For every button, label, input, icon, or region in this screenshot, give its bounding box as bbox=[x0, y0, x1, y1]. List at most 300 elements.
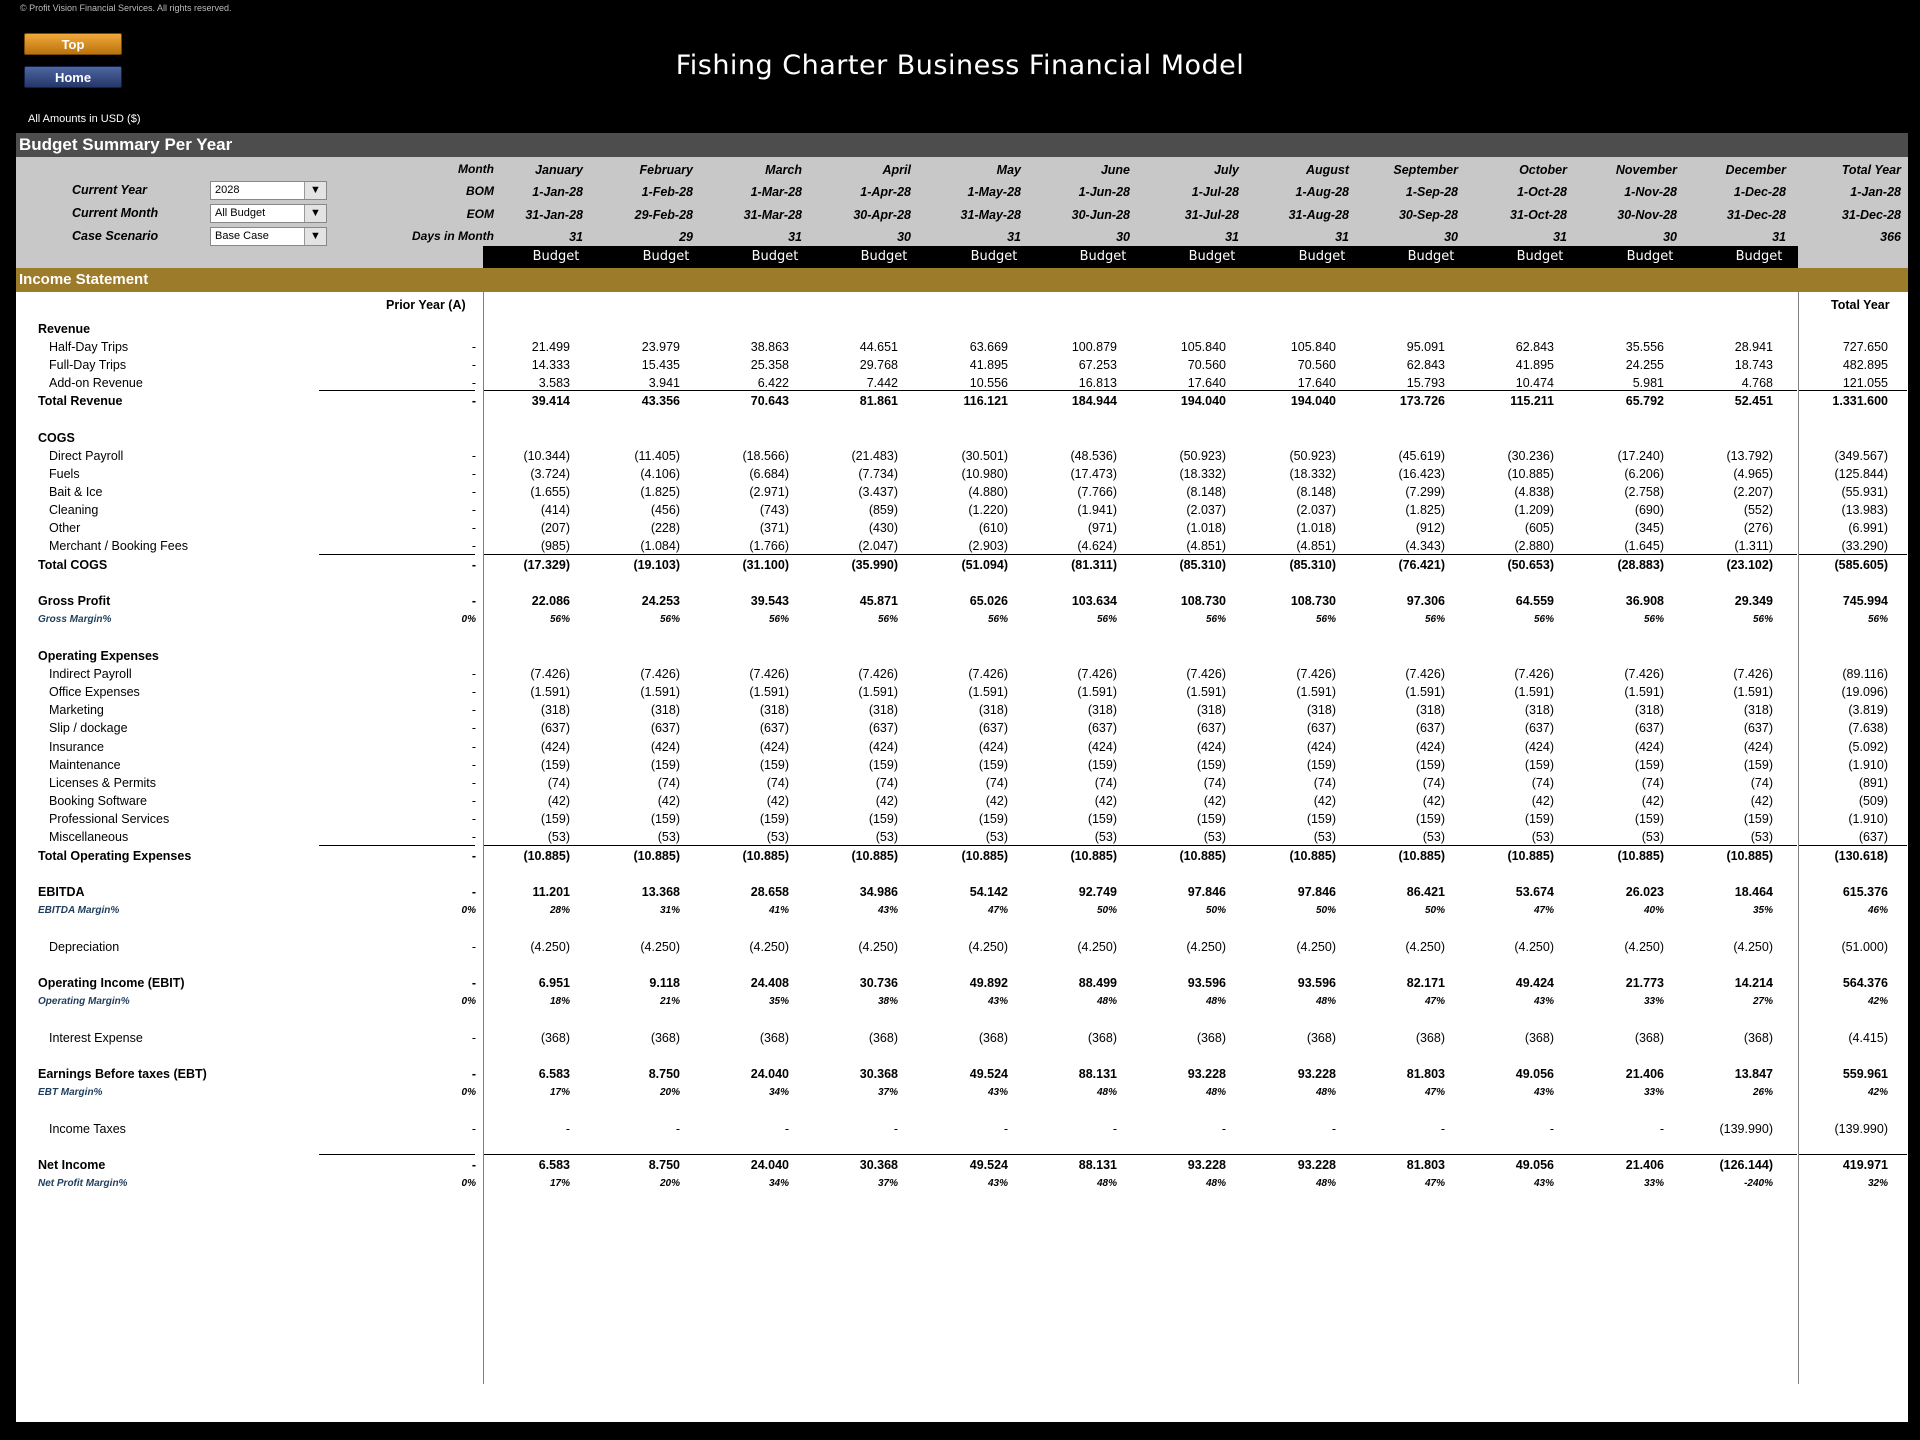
month-value-cell: (345) bbox=[1634, 521, 1664, 535]
month-value-cell: 48% bbox=[1205, 1178, 1226, 1189]
month-value-cell: 30.368 bbox=[859, 1158, 898, 1172]
bom-date: 1-May-28 bbox=[967, 185, 1021, 199]
month-value-cell: 34.986 bbox=[859, 885, 898, 899]
bom-date: 1-Jan-28 bbox=[532, 185, 583, 199]
row-label: Total Revenue bbox=[38, 394, 123, 408]
month-value-cell: (7.426) bbox=[968, 667, 1008, 681]
month-name: December bbox=[1725, 163, 1786, 177]
prior-year-cell: - bbox=[471, 849, 476, 863]
income-statement-sheet bbox=[16, 292, 1908, 1422]
bom-date: 1-Jan-28 bbox=[1850, 185, 1901, 199]
month-value-cell: (74) bbox=[1094, 776, 1117, 790]
month-value-cell: 56% bbox=[987, 614, 1008, 625]
month-value-cell: (4.965) bbox=[1733, 467, 1773, 481]
month-value-cell: (424) bbox=[759, 740, 789, 754]
month-value-cell: (368) bbox=[1743, 1031, 1773, 1045]
budget-column-label: Budget bbox=[1516, 249, 1564, 264]
month-value-cell: 194.040 bbox=[1180, 394, 1226, 408]
month-value-cell: (53) bbox=[875, 830, 898, 844]
month-value-cell: (637) bbox=[759, 721, 789, 735]
row-label: Maintenance bbox=[49, 758, 121, 772]
month-value-cell: 15.435 bbox=[641, 358, 680, 372]
total-rule bbox=[1799, 845, 1907, 846]
month-value-cell: (2.880) bbox=[1514, 539, 1554, 553]
month-value-cell: (51.094) bbox=[961, 558, 1008, 572]
month-value-cell: (985) bbox=[540, 539, 570, 553]
month-value-cell: 105.840 bbox=[1180, 340, 1226, 354]
bom-date: 1-Nov-28 bbox=[1624, 185, 1677, 199]
month-value-cell: (912) bbox=[1415, 521, 1445, 535]
month-value-cell: (74) bbox=[1203, 776, 1226, 790]
total-rule bbox=[319, 554, 475, 555]
month-value-cell: (424) bbox=[650, 740, 680, 754]
month-value-cell: 48% bbox=[1315, 1087, 1336, 1098]
days-count: 31 bbox=[1007, 230, 1021, 244]
row-label: Other bbox=[49, 521, 81, 535]
month-value-cell: (45.619) bbox=[1398, 449, 1445, 463]
month-row-label: Month bbox=[458, 162, 494, 176]
month-value-cell: 6.583 bbox=[538, 1067, 570, 1081]
month-value-cell: (7.734) bbox=[858, 467, 898, 481]
home-button[interactable]: Home bbox=[24, 66, 122, 88]
month-value-cell: 97.846 bbox=[1297, 885, 1336, 899]
chevron-down-icon[interactable]: ▼ bbox=[304, 182, 326, 199]
eom-date: 29-Feb-28 bbox=[634, 208, 693, 222]
row-label: Income Taxes bbox=[49, 1122, 126, 1136]
days-count: 30 bbox=[1116, 230, 1130, 244]
month-value-cell: (1.645) bbox=[1624, 539, 1664, 553]
month-value-cell: 39.543 bbox=[750, 594, 789, 608]
budget-column-label: Budget bbox=[751, 249, 799, 264]
month-value-cell: (1.591) bbox=[749, 685, 789, 699]
current-year-select[interactable] bbox=[210, 181, 327, 200]
row-label: COGS bbox=[38, 431, 75, 445]
month-value-cell: (318) bbox=[759, 703, 789, 717]
month-value-cell: (11.405) bbox=[634, 449, 680, 463]
bom-date: 1-Jun-28 bbox=[1078, 185, 1130, 199]
month-value-cell: 43% bbox=[1533, 1087, 1554, 1098]
total-year-cell: 42% bbox=[1867, 1087, 1888, 1098]
month-value-cell: (48.536) bbox=[1070, 449, 1117, 463]
month-value-cell: 43% bbox=[987, 996, 1008, 1007]
prior-year-cell: - bbox=[471, 703, 476, 717]
month-value-cell: 56% bbox=[1752, 614, 1773, 625]
row-label: Fuels bbox=[49, 467, 80, 481]
month-value-cell: (456) bbox=[650, 503, 680, 517]
total-year-header: Total Year bbox=[1831, 298, 1890, 312]
month-value-cell: 93.228 bbox=[1187, 1158, 1226, 1172]
month-value-cell: (637) bbox=[1743, 721, 1773, 735]
month-value-cell: 25.358 bbox=[750, 358, 789, 372]
month-value-cell: 70.560 bbox=[1297, 358, 1336, 372]
month-value-cell: (50.923) bbox=[1289, 449, 1336, 463]
month-name: August bbox=[1305, 163, 1349, 177]
month-value-cell: 3.941 bbox=[648, 376, 680, 390]
month-value-cell: - bbox=[675, 1122, 680, 1136]
prior-year-cell: - bbox=[471, 340, 476, 354]
total-year-cell: 46% bbox=[1867, 905, 1888, 916]
month-value-cell: (10.885) bbox=[1617, 849, 1664, 863]
prior-year-cell: - bbox=[471, 758, 476, 772]
current-month-value: All Budget bbox=[215, 207, 266, 219]
month-value-cell: (159) bbox=[1196, 758, 1226, 772]
month-value-cell: (4.106) bbox=[640, 467, 680, 481]
month-value-cell: (368) bbox=[540, 1031, 570, 1045]
month-value-cell: 21.406 bbox=[1625, 1158, 1664, 1172]
days-count: 366 bbox=[1880, 230, 1901, 244]
month-value-cell: (610) bbox=[978, 521, 1008, 535]
month-value-cell: 81.803 bbox=[1406, 1158, 1445, 1172]
total-year-cell: 564.376 bbox=[1842, 976, 1888, 990]
month-value-cell: (7.426) bbox=[1405, 667, 1445, 681]
month-value-cell: (7.426) bbox=[858, 667, 898, 681]
month-value-cell: 47% bbox=[1424, 1087, 1445, 1098]
month-value-cell: (637) bbox=[978, 721, 1008, 735]
month-value-cell: 13.847 bbox=[1734, 1067, 1773, 1081]
total-year-cell: (585.605) bbox=[1834, 558, 1888, 572]
month-value-cell: (368) bbox=[759, 1031, 789, 1045]
month-value-cell: 93.228 bbox=[1297, 1067, 1336, 1081]
bom-row-label: BOM bbox=[466, 184, 494, 198]
month-value-cell: (10.885) bbox=[1726, 849, 1773, 863]
eom-date: 31-Oct-28 bbox=[1510, 208, 1567, 222]
month-value-cell: 30.368 bbox=[859, 1067, 898, 1081]
month-value-cell: (74) bbox=[1641, 776, 1664, 790]
eom-date: 31-Aug-28 bbox=[1288, 208, 1349, 222]
month-name: June bbox=[1100, 163, 1130, 177]
days-count: 30 bbox=[1444, 230, 1458, 244]
month-value-cell: (318) bbox=[1524, 703, 1554, 717]
month-value-cell: 88.499 bbox=[1078, 976, 1117, 990]
month-value-cell: 95.091 bbox=[1406, 340, 1445, 354]
month-value-cell: 194.040 bbox=[1290, 394, 1336, 408]
month-value-cell: 28.941 bbox=[1734, 340, 1773, 354]
month-value-cell: (7.426) bbox=[1514, 667, 1554, 681]
month-value-cell: (1.084) bbox=[640, 539, 680, 553]
total-year-cell: 482.895 bbox=[1842, 358, 1888, 372]
month-value-cell: 43% bbox=[987, 1087, 1008, 1098]
month-value-cell: (4.250) bbox=[530, 940, 570, 954]
month-value-cell: (368) bbox=[1415, 1031, 1445, 1045]
row-label: Interest Expense bbox=[49, 1031, 143, 1045]
month-value-cell: (318) bbox=[1415, 703, 1445, 717]
bom-date: 1-Sep-28 bbox=[1405, 185, 1458, 199]
month-value-cell: (85.310) bbox=[1289, 558, 1336, 572]
row-label: Marketing bbox=[49, 703, 104, 717]
prior-year-cell: - bbox=[471, 830, 476, 844]
month-value-cell: 21.406 bbox=[1625, 1067, 1664, 1081]
month-value-cell: (318) bbox=[1196, 703, 1226, 717]
month-value-cell: (424) bbox=[540, 740, 570, 754]
month-name: May bbox=[996, 163, 1021, 177]
month-value-cell: 21.499 bbox=[531, 340, 570, 354]
month-value-cell: - bbox=[1221, 1122, 1226, 1136]
month-value-cell: (2.207) bbox=[1733, 485, 1773, 499]
month-value-cell: (368) bbox=[1196, 1031, 1226, 1045]
prior-year-cell: 0% bbox=[461, 996, 476, 1007]
month-value-cell: (8.148) bbox=[1296, 485, 1336, 499]
month-value-cell: 43% bbox=[1533, 996, 1554, 1007]
prior-year-cell: - bbox=[471, 558, 476, 572]
month-value-cell: (7.426) bbox=[530, 667, 570, 681]
month-value-cell: 64.559 bbox=[1515, 594, 1554, 608]
month-value-cell: 48% bbox=[1096, 1178, 1117, 1189]
total-year-cell: 727.650 bbox=[1842, 340, 1888, 354]
budget-column-label: Budget bbox=[1298, 249, 1346, 264]
page-title: Fishing Charter Business Financial Model bbox=[675, 50, 1245, 81]
eom-date: 31-Dec-28 bbox=[1726, 208, 1786, 222]
month-value-cell: (3.724) bbox=[530, 467, 570, 481]
month-value-cell: 24.040 bbox=[750, 1158, 789, 1172]
month-value-cell: 16.813 bbox=[1078, 376, 1117, 390]
month-value-cell: (42) bbox=[1094, 794, 1117, 808]
month-value-cell: (371) bbox=[759, 521, 789, 535]
month-value-cell: (1.825) bbox=[640, 485, 680, 499]
month-value-cell: (4.250) bbox=[968, 940, 1008, 954]
total-year-cell: 559.961 bbox=[1842, 1067, 1888, 1081]
month-value-cell: (74) bbox=[1750, 776, 1773, 790]
total-year-cell: 615.376 bbox=[1842, 885, 1888, 899]
row-label: Cleaning bbox=[49, 503, 99, 517]
days-count: 31 bbox=[1225, 230, 1239, 244]
month-value-cell: 50% bbox=[1315, 905, 1336, 916]
total-year-cell: (51.000) bbox=[1841, 940, 1888, 954]
month-value-cell: (30.501) bbox=[961, 449, 1008, 463]
month-value-cell: (637) bbox=[540, 721, 570, 735]
month-value-cell: - bbox=[893, 1122, 898, 1136]
month-value-cell: (159) bbox=[1415, 812, 1445, 826]
month-value-cell: (2.047) bbox=[858, 539, 898, 553]
month-name: January bbox=[535, 163, 583, 177]
eom-date: 31-Jul-28 bbox=[1184, 208, 1239, 222]
chevron-down-icon[interactable]: ▼ bbox=[304, 205, 326, 222]
month-value-cell: 38.863 bbox=[750, 340, 789, 354]
month-value-cell: (4.250) bbox=[749, 940, 789, 954]
month-value-cell: (159) bbox=[1415, 758, 1445, 772]
total-rule bbox=[319, 1154, 475, 1155]
month-value-cell: (859) bbox=[868, 503, 898, 517]
month-value-cell: 3.583 bbox=[538, 376, 570, 390]
month-value-cell: 15.793 bbox=[1406, 376, 1445, 390]
total-year-cell: 56% bbox=[1867, 614, 1888, 625]
row-label: Half-Day Trips bbox=[49, 340, 129, 354]
prior-year-cell: - bbox=[471, 485, 476, 499]
month-value-cell: (4.880) bbox=[968, 485, 1008, 499]
month-value-cell: 116.121 bbox=[963, 394, 1008, 408]
month-value-cell: (159) bbox=[759, 812, 789, 826]
month-value-cell: (159) bbox=[1524, 812, 1554, 826]
row-label: EBT Margin% bbox=[38, 1087, 103, 1098]
month-value-cell: 24.040 bbox=[750, 1067, 789, 1081]
month-value-cell: (1.591) bbox=[968, 685, 1008, 699]
month-value-cell: (743) bbox=[759, 503, 789, 517]
month-value-cell: (159) bbox=[1743, 758, 1773, 772]
month-value-cell: (637) bbox=[1524, 721, 1554, 735]
budget-column-label: Budget bbox=[642, 249, 690, 264]
month-value-cell: (53) bbox=[1094, 830, 1117, 844]
month-value-cell: (424) bbox=[1524, 740, 1554, 754]
month-value-cell: (42) bbox=[1422, 794, 1445, 808]
month-value-cell: (1.591) bbox=[1624, 685, 1664, 699]
month-value-cell: (21.483) bbox=[851, 449, 898, 463]
total-year-cell: (7.638) bbox=[1848, 721, 1888, 735]
month-value-cell: (35.990) bbox=[851, 558, 898, 572]
month-value-cell: (4.343) bbox=[1405, 539, 1445, 553]
prior-year-cell: - bbox=[471, 794, 476, 808]
month-value-cell: 21% bbox=[659, 996, 680, 1007]
top-button[interactable]: Top bbox=[24, 33, 122, 55]
total-rule bbox=[484, 390, 1797, 391]
month-value-cell: (1.766) bbox=[749, 539, 789, 553]
month-value-cell: (1.209) bbox=[1514, 503, 1554, 517]
month-value-cell: (53) bbox=[766, 830, 789, 844]
prior-year-cell: 0% bbox=[461, 614, 476, 625]
month-value-cell: (53) bbox=[1203, 830, 1226, 844]
month-value-cell: (159) bbox=[1196, 812, 1226, 826]
month-value-cell: (1.825) bbox=[1405, 503, 1445, 517]
month-value-cell: (10.885) bbox=[1070, 849, 1117, 863]
month-value-cell: (53) bbox=[1641, 830, 1664, 844]
month-value-cell: - bbox=[784, 1122, 789, 1136]
month-value-cell: (637) bbox=[1415, 721, 1445, 735]
month-value-cell: (4.851) bbox=[1296, 539, 1336, 553]
prior-year-cell: - bbox=[471, 539, 476, 553]
month-value-cell: (17.473) bbox=[1070, 467, 1117, 481]
month-value-cell: 36.908 bbox=[1625, 594, 1664, 608]
case-scenario-select[interactable] bbox=[210, 227, 327, 246]
month-value-cell: 48% bbox=[1205, 1087, 1226, 1098]
month-value-cell: (637) bbox=[1634, 721, 1664, 735]
total-rule bbox=[1799, 390, 1907, 391]
month-value-cell: (159) bbox=[1743, 812, 1773, 826]
month-value-cell: 56% bbox=[1315, 614, 1336, 625]
month-value-cell: 81.861 bbox=[859, 394, 898, 408]
month-value-cell: 29.349 bbox=[1734, 594, 1773, 608]
month-value-cell: 97.846 bbox=[1187, 885, 1226, 899]
prior-year-cell: - bbox=[471, 740, 476, 754]
days-count: 30 bbox=[1663, 230, 1677, 244]
row-label: Booking Software bbox=[49, 794, 147, 808]
table-row bbox=[16, 1081, 1908, 1103]
month-value-cell: (50.923) bbox=[1179, 449, 1226, 463]
month-value-cell: (10.885) bbox=[851, 849, 898, 863]
month-value-cell: 67.253 bbox=[1078, 358, 1117, 372]
month-value-cell: (16.423) bbox=[1398, 467, 1445, 481]
month-value-cell: 27% bbox=[1752, 996, 1773, 1007]
month-value-cell: 24.255 bbox=[1625, 358, 1664, 372]
month-value-cell: 10.556 bbox=[969, 376, 1008, 390]
month-value-cell: 54.142 bbox=[969, 885, 1008, 899]
month-value-cell: (53) bbox=[1313, 830, 1336, 844]
month-value-cell: (318) bbox=[1634, 703, 1664, 717]
month-value-cell: 88.131 bbox=[1078, 1158, 1117, 1172]
month-value-cell: 48% bbox=[1096, 1087, 1117, 1098]
month-value-cell: 10.474 bbox=[1515, 376, 1554, 390]
month-name: October bbox=[1519, 163, 1567, 177]
current-month-select[interactable] bbox=[210, 204, 327, 223]
month-value-cell: 108.730 bbox=[1290, 594, 1336, 608]
month-value-cell: (4.250) bbox=[1186, 940, 1226, 954]
month-value-cell: 47% bbox=[1424, 996, 1445, 1007]
month-value-cell: (318) bbox=[1743, 703, 1773, 717]
month-value-cell: (159) bbox=[868, 812, 898, 826]
prior-year-cell: 0% bbox=[461, 1087, 476, 1098]
month-value-cell: (23.102) bbox=[1726, 558, 1773, 572]
month-value-cell: 43.356 bbox=[641, 394, 680, 408]
total-year-cell: (891) bbox=[1858, 776, 1888, 790]
month-value-cell: 93.596 bbox=[1187, 976, 1226, 990]
month-value-cell: (4.838) bbox=[1514, 485, 1554, 499]
eom-date: 30-Jun-28 bbox=[1071, 208, 1130, 222]
prior-year-cell: 0% bbox=[461, 905, 476, 916]
total-year-cell: (130.618) bbox=[1834, 849, 1888, 863]
month-value-cell: 70.560 bbox=[1187, 358, 1226, 372]
month-value-cell: 63.669 bbox=[969, 340, 1008, 354]
month-value-cell: 100.879 bbox=[1071, 340, 1117, 354]
month-value-cell: 44.651 bbox=[859, 340, 898, 354]
month-value-cell: (424) bbox=[1087, 740, 1117, 754]
month-value-cell: (74) bbox=[875, 776, 898, 790]
row-label: Professional Services bbox=[49, 812, 170, 826]
month-value-cell: 184.944 bbox=[1071, 394, 1117, 408]
table-row bbox=[16, 390, 1908, 412]
month-value-cell: (637) bbox=[1196, 721, 1226, 735]
month-value-cell: 23.979 bbox=[641, 340, 680, 354]
month-value-cell: (7.426) bbox=[1186, 667, 1226, 681]
month-value-cell: 33% bbox=[1643, 1178, 1664, 1189]
month-value-cell: (10.344) bbox=[523, 449, 570, 463]
month-value-cell: (424) bbox=[978, 740, 1008, 754]
month-value-cell: 9.118 bbox=[649, 976, 680, 990]
month-name: Total Year bbox=[1841, 163, 1901, 177]
month-value-cell: 56% bbox=[1533, 614, 1554, 625]
month-value-cell: (637) bbox=[1087, 721, 1117, 735]
prior-year-cell: - bbox=[471, 885, 476, 899]
month-value-cell: (28.883) bbox=[1617, 558, 1664, 572]
month-value-cell: (1.220) bbox=[968, 503, 1008, 517]
month-value-cell: 24.253 bbox=[641, 594, 680, 608]
row-label: Office Expenses bbox=[49, 685, 140, 699]
month-value-cell: (10.885) bbox=[742, 849, 789, 863]
month-value-cell: (159) bbox=[1634, 758, 1664, 772]
total-year-cell: 745.994 bbox=[1842, 594, 1888, 608]
month-value-cell: - bbox=[1003, 1122, 1008, 1136]
month-value-cell: (159) bbox=[650, 812, 680, 826]
case-scenario-value: Base Case bbox=[215, 230, 269, 242]
total-year-cell: (55.931) bbox=[1841, 485, 1888, 499]
month-value-cell: (368) bbox=[1087, 1031, 1117, 1045]
month-value-cell: - bbox=[1659, 1122, 1664, 1136]
month-value-cell: (1.591) bbox=[1405, 685, 1445, 699]
chevron-down-icon[interactable]: ▼ bbox=[304, 228, 326, 245]
month-value-cell: 29.768 bbox=[859, 358, 898, 372]
row-label: Earnings Before taxes (EBT) bbox=[38, 1067, 207, 1081]
month-name: July bbox=[1213, 163, 1239, 177]
month-value-cell: 8.750 bbox=[648, 1158, 680, 1172]
month-value-cell: 103.634 bbox=[1071, 594, 1117, 608]
month-value-cell: 105.840 bbox=[1290, 340, 1336, 354]
month-value-cell: 33% bbox=[1643, 1087, 1664, 1098]
month-value-cell: (368) bbox=[650, 1031, 680, 1045]
month-value-cell: (368) bbox=[1634, 1031, 1664, 1045]
month-value-cell: (53) bbox=[547, 830, 570, 844]
month-value-cell: 50% bbox=[1205, 905, 1226, 916]
month-value-cell: 26.023 bbox=[1625, 885, 1664, 899]
month-value-cell: (10.885) bbox=[523, 849, 570, 863]
row-label: Licenses & Permits bbox=[49, 776, 156, 790]
current-year-value: 2028 bbox=[215, 184, 240, 196]
month-value-cell: (42) bbox=[875, 794, 898, 808]
